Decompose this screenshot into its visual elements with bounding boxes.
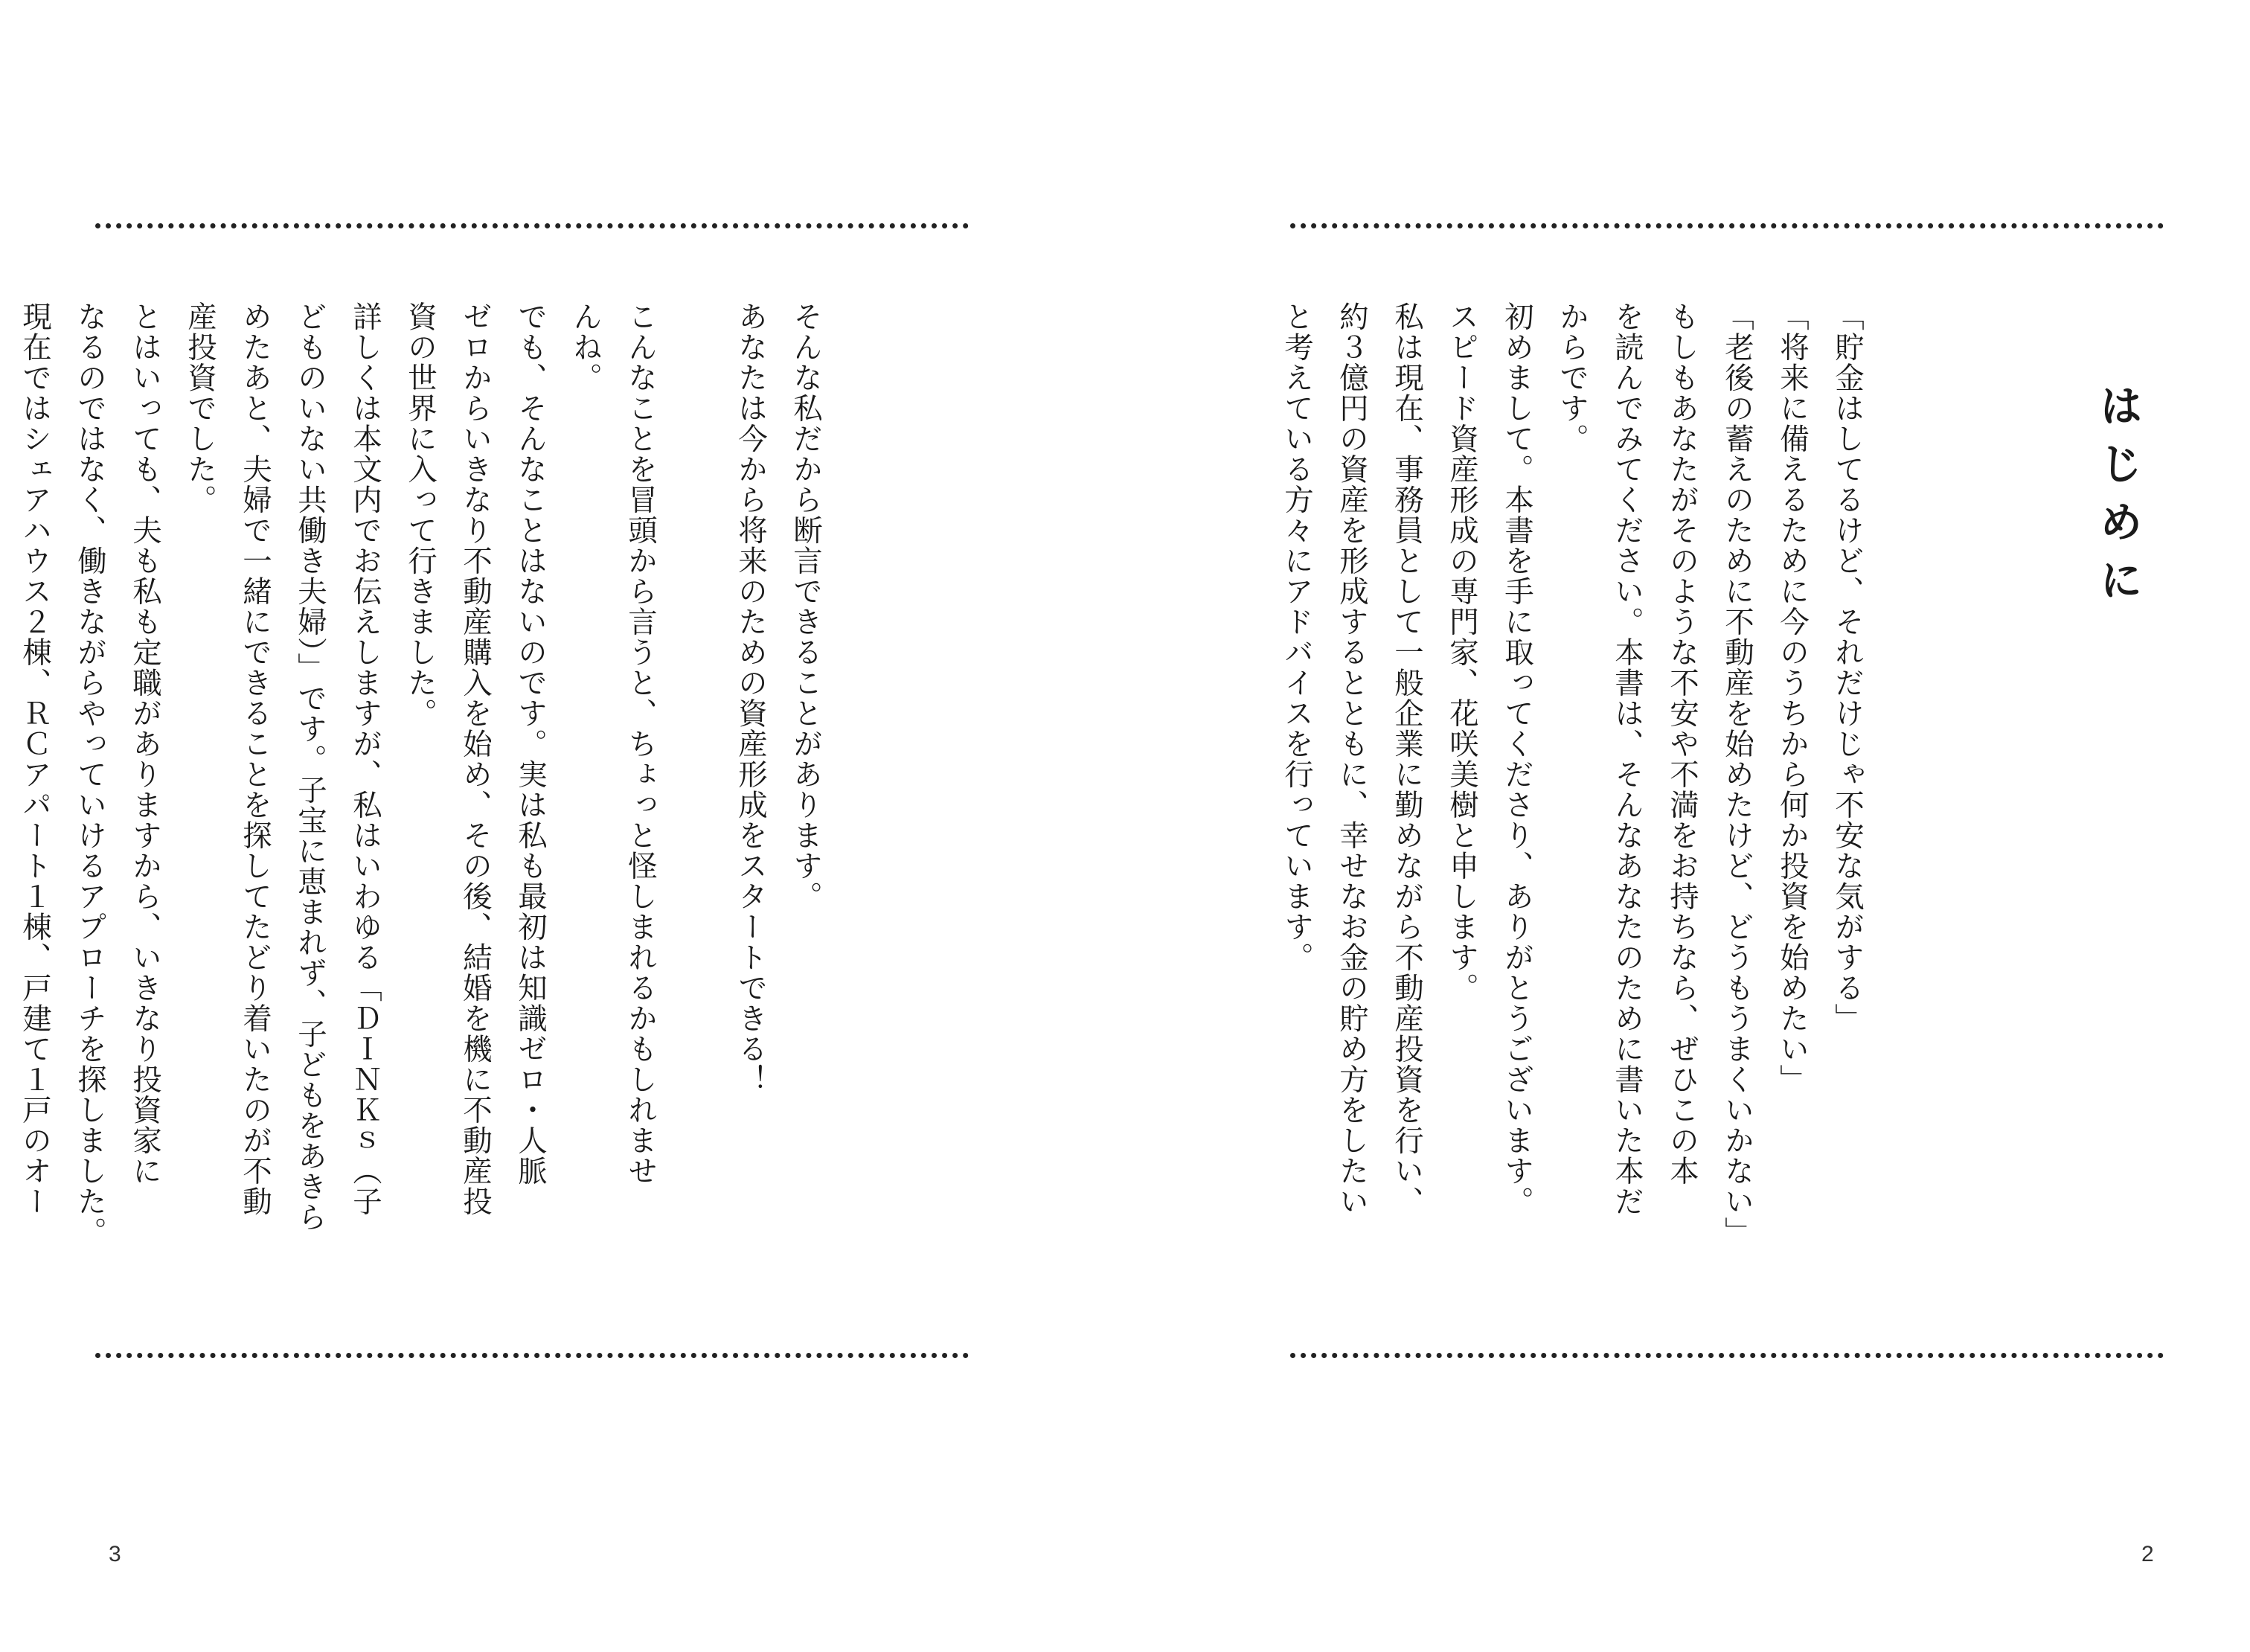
body-text: そんな私だから断言できることがあります。 あなたは今から将来のための資産形成をスタートできる！ こんなことを冒頭から言うと、ちょっと怪しまれるかもしれませ んね。 でも、そんなことはないのです。実は私も最初は知識ゼロ・人脈 ゼロからいきなり不動産購入を始め、その後、結婚を機に不動産投 資の世界に入って行きました。 詳しくは本文内でお伝えしますが、私はいわゆる「ＤＩＮＫｓ（子 どものいない共働き夫婦）」です。子宝に恵まれず、子どもをあきら めたあと、夫婦で一緒にできることを探してたどり着いたのが不動 産投資でした。 とはいっても、夫も私も定職がありますから、いきなり投資家に なるのではなく、働きながらやっていけるアプローチを探しました。 現在ではシェアハウス２棟、ＲＣアパート１棟、戸建て１戸のオー — [18, 301, 823, 1247]
page-number: 3 — [109, 1542, 121, 1566]
chapter-title: はじめに — [2092, 383, 2143, 615]
top-dotted-rule — [95, 223, 969, 228]
bottom-dotted-rule — [1290, 1353, 2164, 1358]
top-dotted-rule — [1290, 223, 2164, 228]
body-text: 「貯金はしてるけど、それだけじゃ不安な気がする」 「将来に備えるために今のうちから何か投資を始めたい」 「老後の蓄えのために不動産を始めたけど、どうもうまくいかない」 もしもあなたがそのような不安や不満をお持ちなら、ぜひこの本 を読んでみてください。本書は、そんなあなたのために書いた本だ からです。 初めまして。本書を手に取ってくださり、ありがとうございます。 スピード資産形成の専門家、花咲美樹と申します。 私は現在、事務員として一般企業に勤めながら不動産投資を行い、 約３億円の資産を形成するとともに、幸せなお金の貯め方をしたい と考えている方々にアドバイスを行っています。 — [1280, 301, 1865, 1247]
page-number: 2 — [2141, 1542, 2154, 1566]
bottom-dotted-rule — [95, 1353, 969, 1358]
right-page — [1125, 0, 2250, 1652]
